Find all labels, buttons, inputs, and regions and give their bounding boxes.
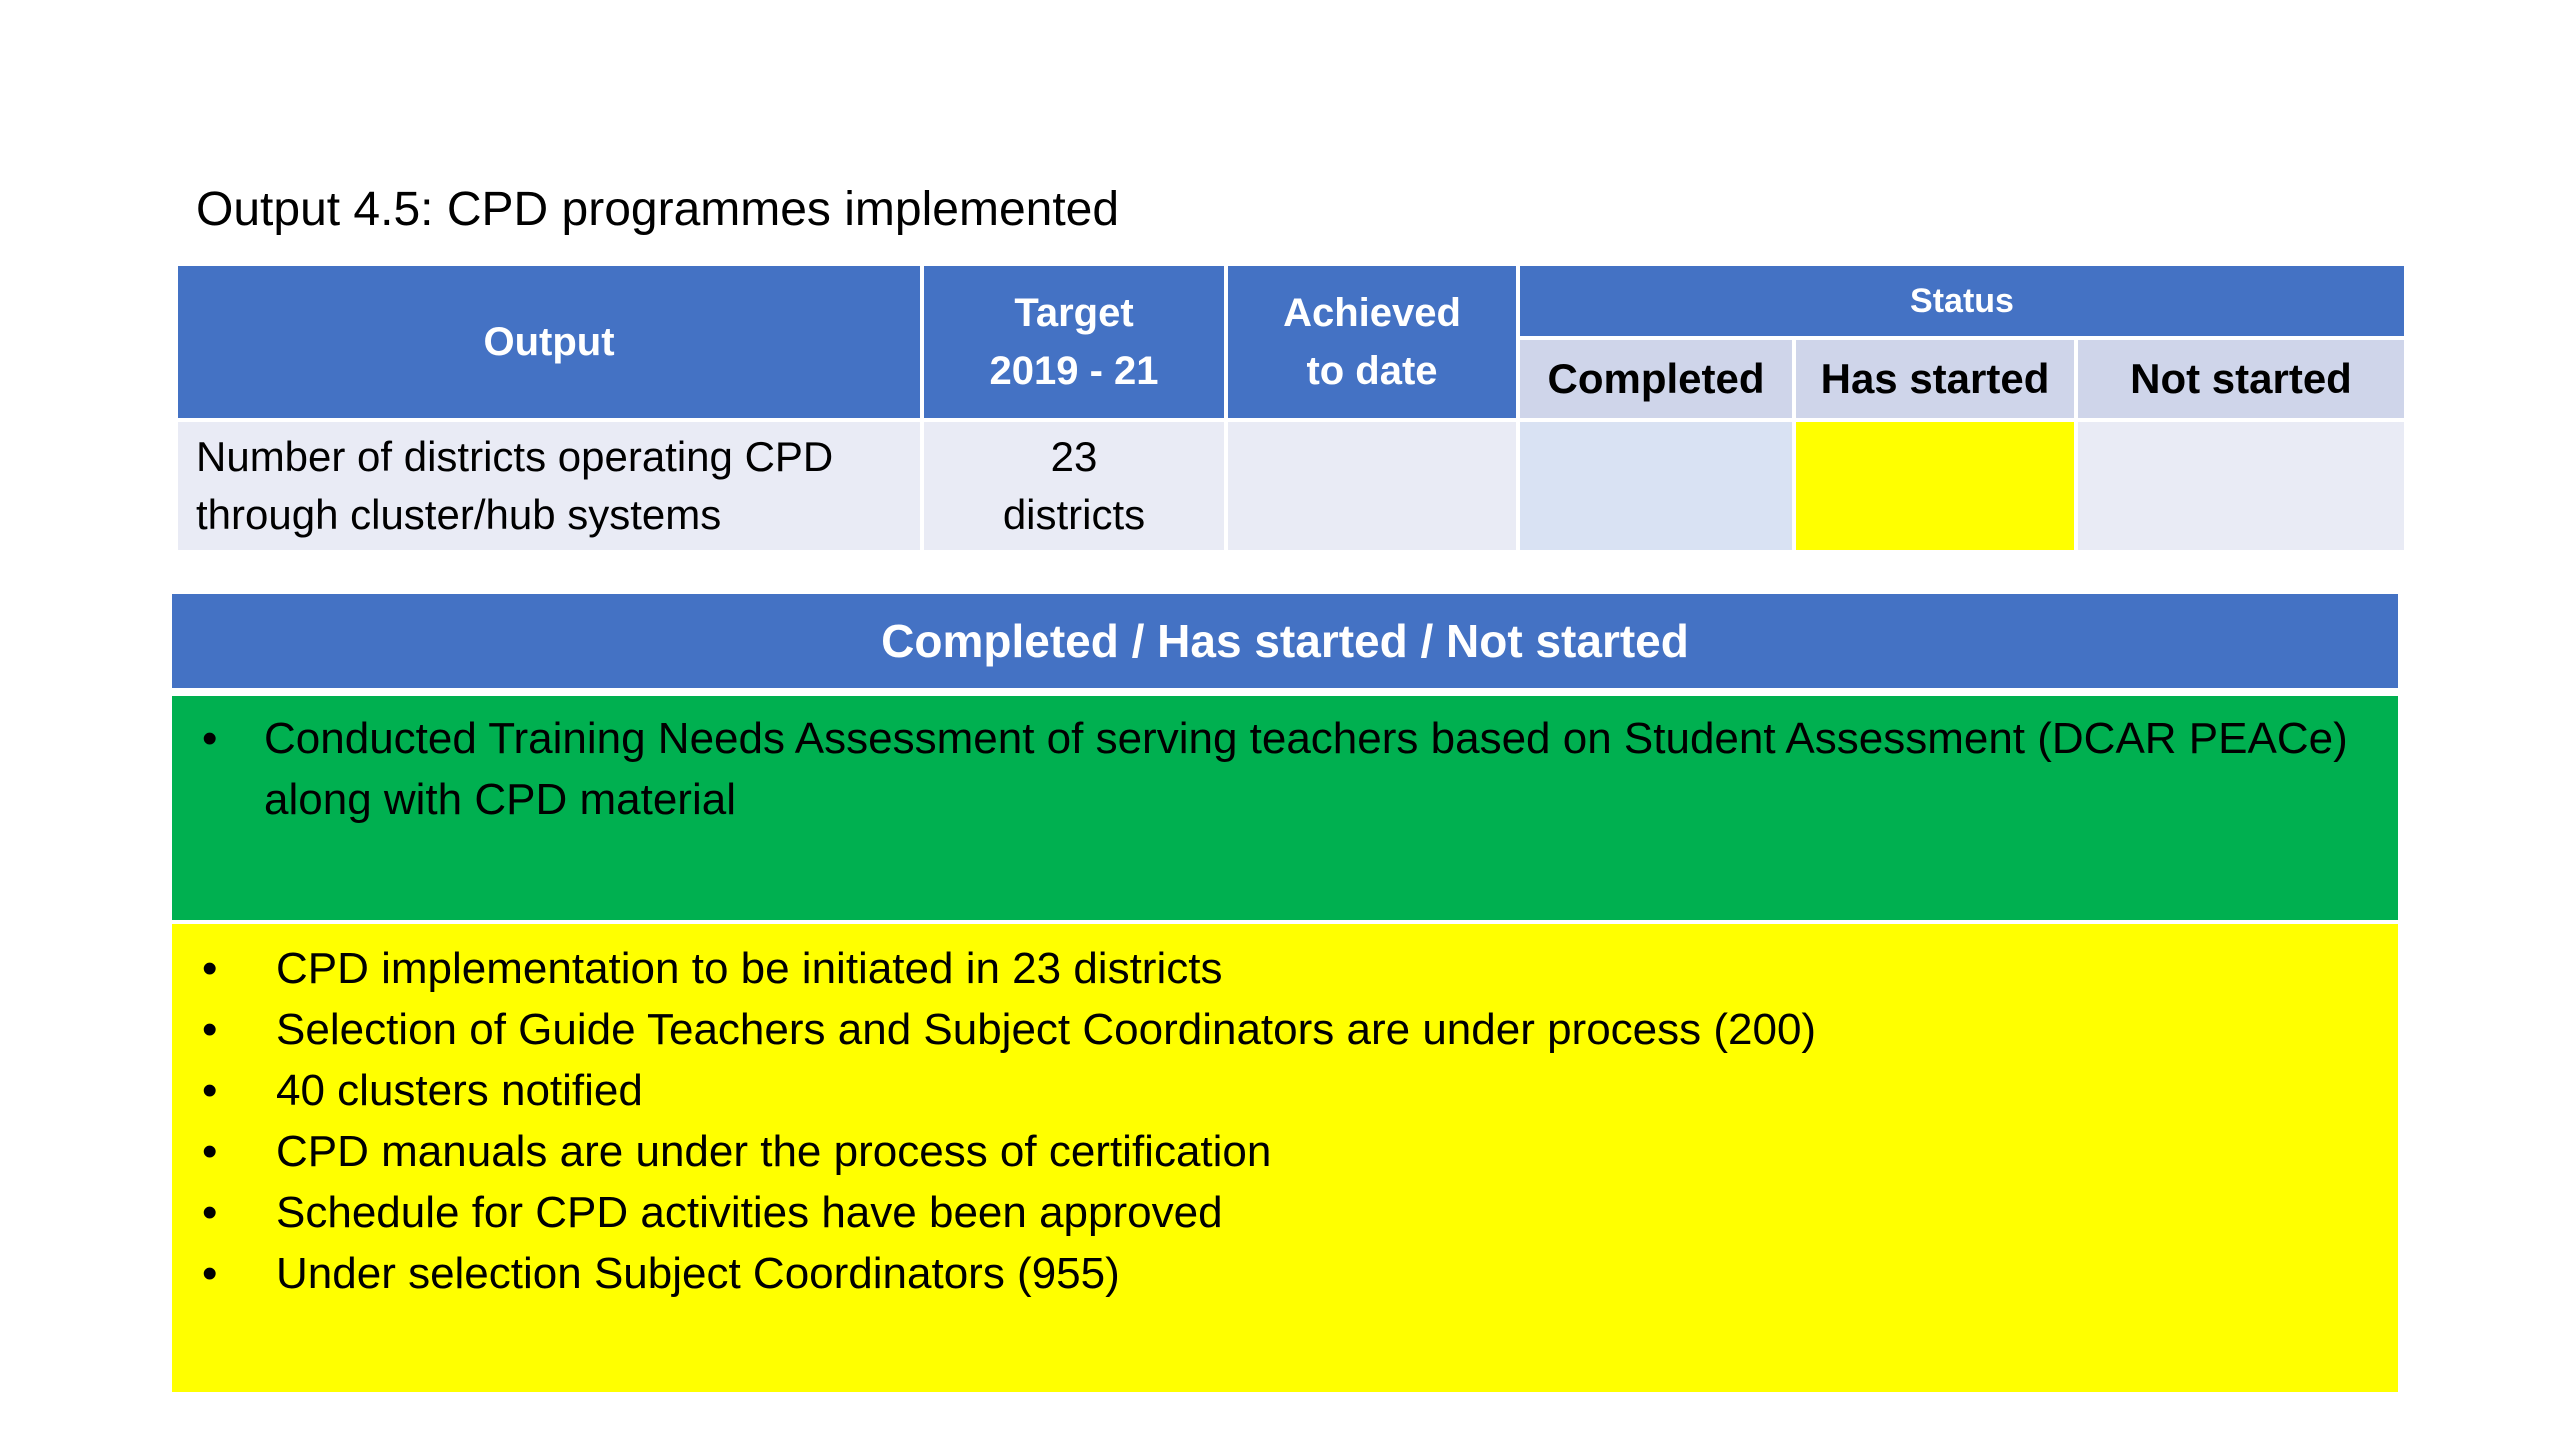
slide-title: Output 4.5: CPD programmes implemented <box>196 183 1120 236</box>
bullet-icon: • <box>202 944 218 993</box>
list-item: • Selection of Guide Teachers and Subject Coordinators are under process (200) <box>188 999 2358 1060</box>
header-output: Output <box>178 266 924 418</box>
has-started-box <box>172 924 2398 1392</box>
list-item: • Schedule for CPD activities have been approved <box>188 1182 2358 1243</box>
bullet-icon: • <box>202 1188 218 1237</box>
completed-list <box>188 708 2358 830</box>
header-not-started: Not started <box>2078 340 2404 418</box>
output-cell: Number of districts operating CPD through cluster/hub systems <box>178 418 924 550</box>
status-legend-banner: Completed / Has started / Not started <box>172 594 2398 688</box>
bullet-icon: • <box>202 714 218 763</box>
header-status: Status <box>1520 266 2404 340</box>
bullet-icon: • <box>202 1005 218 1054</box>
table-row <box>178 418 2404 550</box>
target-cell: 23 districts <box>924 418 1228 550</box>
list-item: • Conducted Training Needs Assessment of serving teachers based on Student Assessment (DCAR PEACe) along with CPD material <box>188 708 2358 830</box>
bullet-icon: • <box>202 1249 218 1298</box>
header-completed: Completed <box>1520 340 1796 418</box>
achieved-cell <box>1228 418 1520 550</box>
list-item: • 40 clusters notified <box>188 1060 2358 1121</box>
completed-box <box>172 696 2398 920</box>
list-item: • Under selection Subject Coordinators (955) <box>188 1243 2358 1304</box>
status-completed-cell <box>1520 418 1796 550</box>
status-not-started-cell <box>2078 418 2404 550</box>
header-target: Target 2019 - 21 <box>924 266 1228 418</box>
list-item: • CPD manuals are under the process of certification <box>188 1121 2358 1182</box>
status-table <box>178 266 2404 550</box>
bullet-icon: • <box>202 1127 218 1176</box>
has-started-list <box>188 938 2358 1304</box>
status-has-started-cell <box>1796 418 2078 550</box>
bullet-icon: • <box>202 1066 218 1115</box>
list-item: • CPD implementation to be initiated in 23 districts <box>188 938 2358 999</box>
header-achieved: Achieved to date <box>1228 266 1520 418</box>
header-has-started: Has started <box>1796 340 2078 418</box>
